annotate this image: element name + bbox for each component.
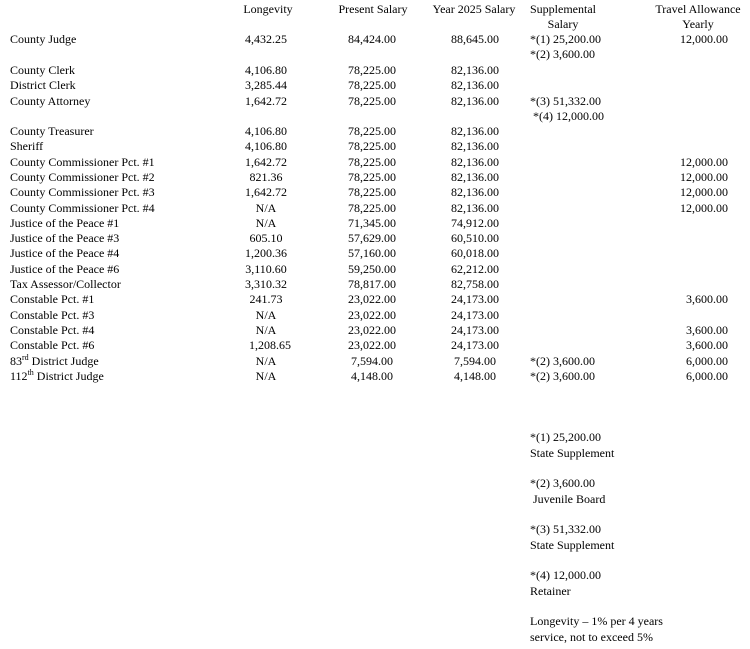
table-row: [0, 262, 750, 277]
year-2025-salary-value: 88,645.00: [451, 32, 499, 46]
office-name: Justice of the Peace #6: [10, 261, 120, 276]
header-longevity-label: Longevity: [243, 2, 293, 16]
present-salary-value: 7,594.00: [351, 353, 393, 368]
office-name: County Commissioner Pct. #2: [10, 169, 155, 184]
footnote-amount: *(2) 3,600.00: [530, 476, 595, 490]
table-row: [0, 216, 750, 231]
footnote: [530, 475, 605, 507]
footnote-amount: *(4) 12,000.00: [530, 568, 601, 582]
longevity-value: 1,200.36: [245, 246, 287, 261]
table-row: [0, 155, 750, 170]
footnote-description: Juvenile Board: [530, 492, 606, 506]
travel-allowance-value: 6,000.00: [686, 353, 728, 368]
travel-allowance-value: 12,000.00: [680, 32, 728, 46]
office-name: Constable Pct. #1: [10, 292, 95, 307]
present-salary-value: 71,345.00: [348, 215, 396, 230]
office-name: County Treasurer: [10, 124, 94, 138]
table-row: [0, 32, 750, 47]
year-2025-salary-value: 82,136.00: [451, 78, 499, 92]
office-name: County Commissioner Pct. #1: [10, 154, 155, 169]
present-salary-value: 78,225.00: [348, 124, 396, 138]
longevity-value: 3,310.32: [245, 277, 287, 291]
present-salary-value: 23,022.00: [348, 292, 396, 307]
travel-allowance-value: 3,600.00: [686, 322, 728, 337]
office-name: District Clerk: [10, 78, 76, 92]
longevity-value: N/A: [255, 353, 277, 368]
supplemental-value: *(4) 12,000.00: [530, 109, 604, 123]
present-salary-value: 57,160.00: [348, 246, 396, 261]
year-2025-salary-value: 82,136.00: [451, 63, 499, 77]
table-row: [0, 124, 750, 139]
footnote-description: State Supplement: [530, 538, 615, 552]
header-supplemental-line2: Salary: [547, 17, 579, 31]
year-2025-salary-value: 82,136.00: [451, 124, 499, 138]
supplemental-value: *(2) 3,600.00: [530, 353, 595, 368]
supplemental-value: *(3) 51,332.00: [530, 94, 601, 108]
table-row: [0, 170, 750, 185]
present-salary-value: 78,225.00: [348, 185, 396, 200]
table-row: [0, 63, 750, 78]
office-name: 112th District Judge: [10, 367, 104, 383]
present-salary-value: 23,022.00: [348, 322, 396, 337]
footnote: [530, 567, 601, 599]
header-travel-line1: Travel Allowance: [655, 2, 741, 16]
year-2025-salary-value: 82,136.00: [451, 139, 499, 154]
header-supplemental-line1: Supplemental: [530, 2, 596, 16]
travel-allowance-value: 12,000.00: [680, 200, 728, 215]
year-2025-salary-value: 82,758.00: [451, 277, 499, 291]
table-row: [0, 308, 750, 323]
longevity-value: 1,642.72: [245, 154, 287, 169]
year-2025-salary-value: 82,136.00: [451, 185, 499, 200]
longevity-value: N/A: [255, 215, 277, 230]
supplemental-value: *(2) 3,600.00: [530, 368, 595, 383]
office-name: Tax Assessor/Collector: [10, 277, 121, 291]
longevity-value: N/A: [255, 368, 277, 383]
table-row: [0, 47, 750, 62]
year-2025-salary-value: 24,173.00: [451, 338, 499, 353]
year-2025-salary-value: 74,912.00: [451, 215, 499, 230]
office-name: Constable Pct. #3: [10, 307, 95, 322]
longevity-value: 3,110.60: [245, 261, 287, 276]
office-name: Sheriff: [10, 139, 44, 154]
longevity-value: N/A: [255, 322, 277, 337]
footnote-amount: *(3) 51,332.00: [530, 522, 601, 536]
present-salary-value: 78,225.00: [348, 139, 396, 154]
office-name: Constable Pct. #6: [10, 338, 95, 353]
table-row: [0, 94, 750, 109]
travel-allowance-value: 3,600.00: [686, 338, 728, 353]
supplemental-value: *(2) 3,600.00: [530, 47, 595, 61]
table-row: [0, 323, 750, 338]
present-salary-value: 59,250.00: [348, 261, 396, 276]
table-row: [0, 354, 750, 369]
travel-allowance-value: 6,000.00: [686, 368, 728, 383]
present-salary-value: 78,225.00: [348, 154, 396, 169]
footnote-description: Retainer: [530, 584, 571, 598]
table-row: [0, 109, 750, 124]
travel-allowance-value: 12,000.00: [680, 185, 728, 200]
office-name: County Commissioner Pct. #3: [10, 185, 155, 200]
table-row: [0, 277, 750, 292]
office-name: County Judge: [10, 32, 77, 46]
year-2025-salary-value: 4,148.00: [454, 368, 496, 383]
office-name: Constable Pct. #4: [10, 322, 95, 337]
supplemental-value: *(1) 25,200.00: [530, 32, 601, 46]
header-travel-line2: Yearly: [682, 17, 714, 31]
longevity-value: 1,642.72: [245, 185, 287, 200]
longevity-note: [530, 613, 663, 645]
table-row: [0, 231, 750, 246]
longevity-value: N/A: [255, 200, 277, 215]
office-name: Justice of the Peace #1: [10, 215, 120, 230]
travel-allowance-value: 12,000.00: [680, 154, 728, 169]
footnote: [530, 521, 614, 553]
longevity-value: 605.10: [249, 231, 283, 246]
year-2025-salary-value: 60,018.00: [451, 246, 499, 261]
present-salary-value: 4,148.00: [351, 368, 393, 383]
footnote: [530, 429, 614, 461]
travel-allowance-value: 3,600.00: [686, 292, 728, 307]
present-salary-value: 78,225.00: [348, 200, 396, 215]
office-name: County Commissioner Pct. #4: [10, 200, 155, 215]
year-2025-salary-value: 82,136.00: [451, 200, 499, 215]
present-salary-value: 78,817.00: [348, 277, 396, 291]
longevity-value: 3,285.44: [245, 78, 287, 92]
year-2025-salary-value: 82,136.00: [451, 94, 499, 108]
table-row: [0, 201, 750, 216]
longevity-value: 1,642.72: [245, 94, 287, 108]
office-name: Justice of the Peace #4: [10, 246, 120, 261]
table-row: [0, 292, 750, 307]
longevity-value: 241.73: [249, 292, 283, 307]
longevity-note-line2: service, not to exceed 5%: [530, 630, 653, 644]
footnote-amount: *(1) 25,200.00: [530, 430, 601, 444]
year-2025-salary-value: 62,212.00: [451, 261, 499, 276]
table-row: [0, 78, 750, 93]
table-row: [0, 139, 750, 154]
header-supplemental-salary: [520, 2, 606, 32]
longevity-value: 4,106.80: [245, 124, 287, 138]
present-salary-value: 78,225.00: [348, 63, 396, 77]
year-2025-salary-value: 24,173.00: [451, 292, 499, 307]
office-name: County Attorney: [10, 94, 91, 108]
office-name: County Clerk: [10, 63, 75, 77]
header-longevity: [218, 2, 318, 17]
year-2025-salary-value: 82,136.00: [451, 169, 499, 184]
present-salary-value: 78,225.00: [348, 78, 396, 92]
table-row: [0, 185, 750, 200]
longevity-value: 4,106.80: [245, 139, 287, 154]
header-year-2025-salary-label: Year 2025 Salary: [432, 2, 516, 16]
travel-allowance-value: 12,000.00: [680, 169, 728, 184]
present-salary-value: 78,225.00: [348, 169, 396, 184]
header-travel-allowance: [646, 2, 750, 32]
year-2025-salary-value: 24,173.00: [451, 322, 499, 337]
year-2025-salary-value: 60,510.00: [451, 231, 499, 246]
footnote-description: State Supplement: [530, 446, 615, 460]
table-row: [0, 246, 750, 261]
table-row: [0, 369, 750, 384]
present-salary-value: 23,022.00: [348, 307, 396, 322]
header-year-2025-salary: [414, 2, 534, 17]
present-salary-value: 57,629.00: [348, 231, 396, 246]
year-2025-salary-value: 7,594.00: [454, 353, 496, 368]
header-present-salary: [318, 2, 428, 17]
longevity-value: 4,432.25: [245, 32, 287, 46]
longevity-value: 1,208.65: [249, 338, 291, 353]
office-name: Justice of the Peace #3: [10, 231, 120, 246]
present-salary-value: 84,424.00: [348, 32, 396, 46]
year-2025-salary-value: 24,173.00: [451, 307, 499, 322]
office-name: 83rd District Judge: [10, 352, 99, 368]
longevity-value: 821.36: [249, 169, 283, 184]
present-salary-value: 23,022.00: [348, 338, 396, 353]
header-present-salary-label: Present Salary: [338, 2, 408, 16]
present-salary-value: 78,225.00: [348, 94, 396, 108]
longevity-note-line1: Longevity – 1% per 4 years: [530, 614, 663, 628]
table-row: [0, 338, 750, 353]
year-2025-salary-value: 82,136.00: [451, 154, 499, 169]
longevity-value: 4,106.80: [245, 63, 287, 77]
longevity-value: N/A: [255, 307, 277, 322]
